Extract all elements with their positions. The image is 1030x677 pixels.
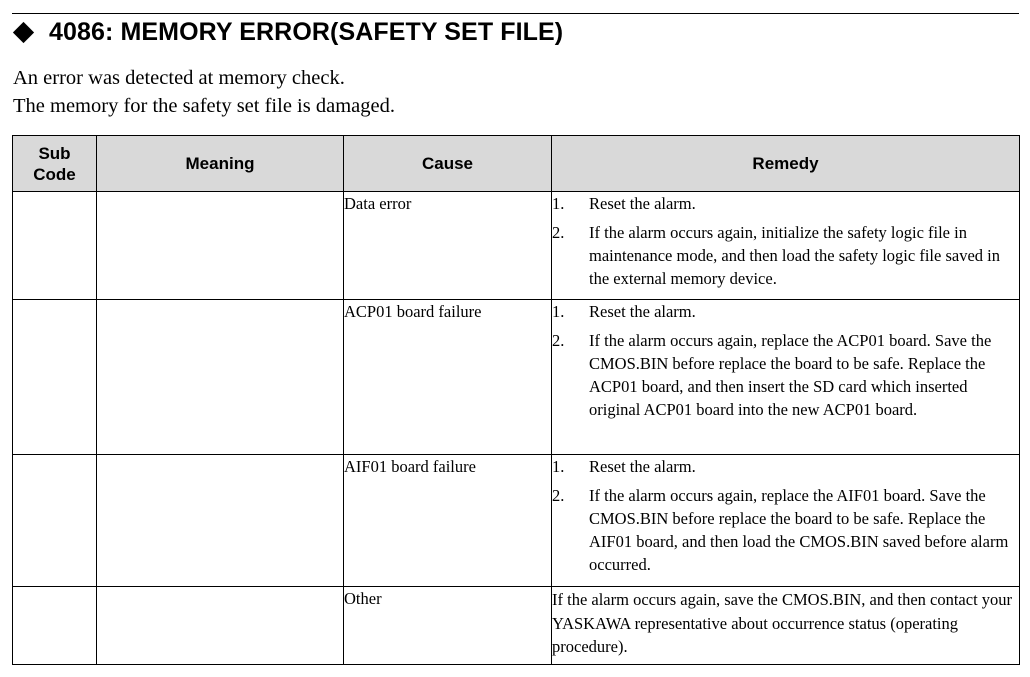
remedy-step-number: 1. [552, 194, 565, 213]
table-row [13, 455, 1020, 587]
remedy-step-text: Reset the alarm. [589, 302, 696, 321]
table-row [13, 192, 1020, 300]
cause-cell: AIF01 board failure [344, 455, 552, 587]
remedy-step-text: If the alarm occurs again, replace the ACP01 board. Save the CMOS.BIN before replace the board to be safe. Replace the ACP01 board, and then insert the SD card which inserted original ACP01 board into the new ACP01 board. [589, 331, 992, 419]
meaning-cell [97, 455, 344, 587]
table-row [13, 300, 1020, 455]
intro-line-1: An error was detected at memory check. [13, 67, 345, 89]
header-remedy: Remedy [552, 136, 1020, 192]
section-title: 4086: MEMORY ERROR(SAFETY SET FILE) [49, 18, 564, 46]
cause-cell: ACP01 board failure [344, 300, 552, 455]
remedy-text: If the alarm occurs again, save the CMOS.BIN, and then contact your YASKAWA representative about occurrence status (operating procedure). [552, 590, 1013, 656]
remedy-cell [552, 587, 1020, 665]
remedy-step-number: 2. [552, 331, 565, 350]
intro-description [13, 64, 395, 120]
remedy-step-text: If the alarm occurs again, initialize the safety logic file in maintenance mode, and then load the safety logic file saved in the external memory device. [589, 223, 1000, 288]
header-meaning: Meaning [97, 136, 344, 192]
remedy-step [552, 300, 1019, 323]
remedy-step-number: 2. [552, 223, 565, 242]
remedy-step-text: If the alarm occurs again, replace the AIF01 board. Save the CMOS.BIN before replace the board to be safe. Replace the AIF01 board, and then load the CMOS.BIN saved before alarm occurred. [589, 486, 1009, 574]
meaning-cell [97, 300, 344, 455]
remedy-step-number: 1. [552, 302, 565, 321]
header-sub-code-line1: Sub [38, 143, 71, 163]
sub-code-cell [13, 455, 97, 587]
table-row [13, 587, 1020, 665]
remedy-cell [552, 192, 1020, 300]
table-header-row [13, 136, 1020, 192]
top-rule [12, 13, 1019, 14]
meaning-cell [97, 192, 344, 300]
cause-cell: Other [344, 587, 552, 665]
remedy-step [552, 221, 1019, 290]
remedy-step [552, 455, 1019, 478]
intro-line-2: The memory for the safety set file is damaged. [13, 95, 395, 117]
header-sub-code [13, 136, 97, 192]
header-sub-code-line2: Code [33, 164, 76, 184]
sub-code-cell [13, 587, 97, 665]
remedy-step [552, 484, 1019, 576]
remedy-step-text: Reset the alarm. [589, 457, 696, 476]
sub-code-cell [13, 300, 97, 455]
remedy-step-number: 1. [552, 457, 565, 476]
remedy-cell [552, 300, 1020, 455]
section-heading [12, 18, 563, 47]
remedy-step-text: Reset the alarm. [589, 194, 696, 213]
sub-code-cell [13, 192, 97, 300]
remedy-step-number: 2. [552, 486, 565, 505]
remedy-step [552, 329, 1019, 421]
error-table [12, 135, 1020, 665]
cause-cell: Data error [344, 192, 552, 300]
header-cause: Cause [344, 136, 552, 192]
remedy-cell [552, 455, 1020, 587]
meaning-cell [97, 587, 344, 665]
remedy-step [552, 192, 1019, 215]
diamond-icon [13, 22, 34, 43]
